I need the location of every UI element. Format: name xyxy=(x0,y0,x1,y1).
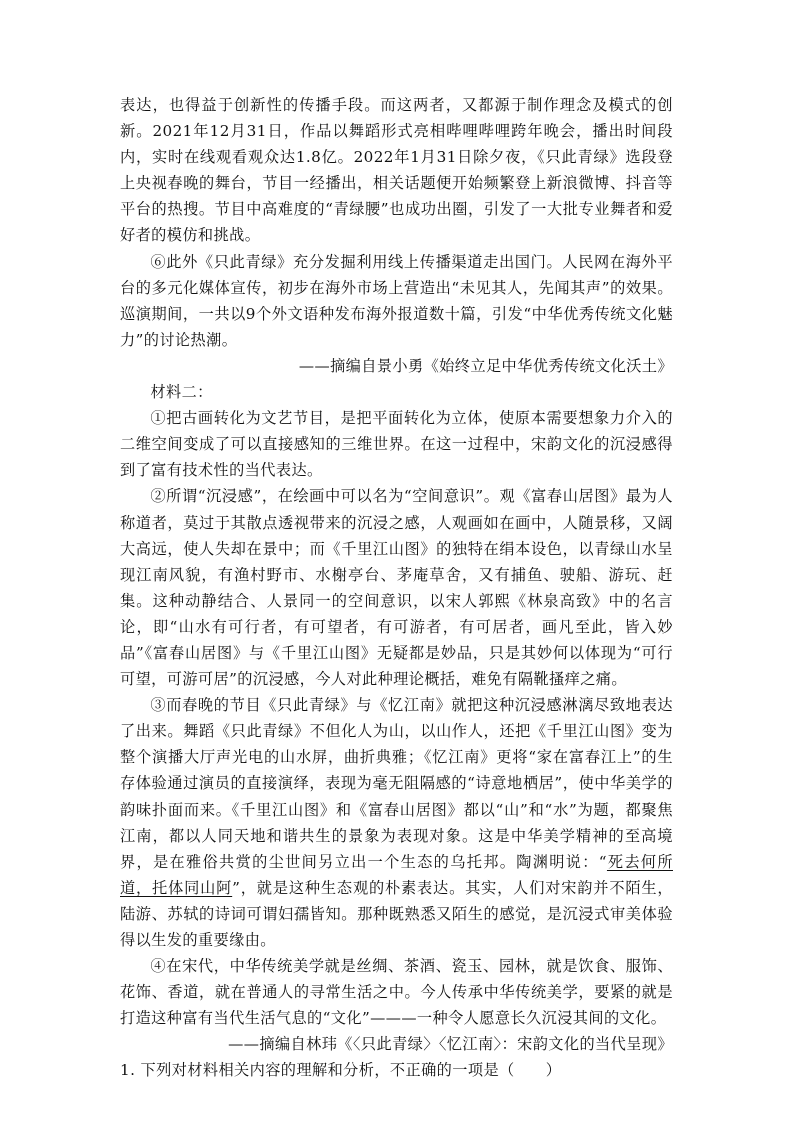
underlined-poem-quote: 死去何所道，托体同山阿 xyxy=(120,852,673,897)
material-two-paragraph-2: ②所谓“沉浸感”，在绘画中可以名为“空间意识”。观《富春山居图》最为人称道者，莫过于其散点透视带来的沉浸之感，人观画如在画中，人随景移，又阔大高远，使人失却在景中；而《千里江山图》的独特在绢本设色，以青绿山水呈现江南风貌，有渔村野市、水榭亭台、茅庵草舍，又有捕鱼、驶船、游玩、赶集。这种动静结合、人景同一的空间意识，以宋人郭熙《林泉高致》中的名言论，即“山水有可行者，有可望者，有可游者，有可居者，画凡至此，皆入妙品”《富春山居图》与《千里江山图》无疑都是妙品，只是其妙何以体现为“可行可望，可游可居”的沉浸感，今人对此种理论概括，难免有隔靴搔痒之痛。 xyxy=(120,487,673,689)
material-one-source: ——摘编自景小勇《始终立足中华优秀传统文化沃土》 xyxy=(298,356,673,375)
material-two-paragraph-4: ④在宋代，中华传统美学就是丝绸、茶酒、瓷玉、园林，就是饮食、服饰、花饰、香道，就在普通人的寻常生活之中。今人传承中华传统美学，要紧的就是打造这种富有当代生活气息的“文化”———一种令人愿意长久沉浸其间的文化。 xyxy=(120,957,673,1028)
paragraph-3-text-before: ③而春晚的节目《只此青绿》与《忆江南》就把这种沉浸感淋漓尽致地表达了出来。舞蹈《只此青绿》不但化人为山，以山作人，还把《千里江山图》变为整个演播大厅声光电的山水屏，曲折典雅；《忆江南》更将“家在富春江上”的生存体验通过演员的直接演绎，表现为毫无阻隔感的“诗意地栖居”，使中华美学的韵味扑面而来。《千里江山图》和《富春山居图》都以“山”和“水”为题，都聚焦江南，都以人同天地和谐共生的景象为表现对象。这是中华美学精神的至高境界，是在雅俗共赏的尘世间另立出一个生态的乌托邦。陶渊明说：“ xyxy=(120,696,673,871)
material-two-source: ——摘编自林玮《〈只此青绿〉〈忆江南〉：宋韵文化的当代呈现》 xyxy=(228,1035,673,1054)
material-two-paragraph-3 xyxy=(120,692,673,953)
material-two-paragraph-1: ①把古画转化为文艺节目，是把平面转化为立体，使原本需要想象力介入的二维空间变成了可以直接感知的三维世界。在这一过程中，宋韵文化的沉浸感得到了富有技术性的当代表达。 xyxy=(120,409,673,480)
material-one-paragraph-tail: 表达，也得益于创新性的传播手段。而这两者，又都源于制作理念及模式的创新。2021年12月31日，作品以舞蹈形式亮相哔哩哔哩跨年晚会，播出时间段内，实时在线观看观众达1.8亿。2022年1月31日除夕夜，《只此青绿》选段登上央视春晚的舞台，节目一经播出，相关话题便开始频繁登上新浪微博、抖音等平台的热搜。节目中高难度的“青绿腰”也成功出圈，引发了一大批专业舞者和爱好者的模仿和挑战。 xyxy=(120,96,673,245)
question-1: 1. 下列对材料相关内容的理解和分析，不正确的一项是（ ） xyxy=(120,1061,562,1080)
material-one-paragraph-6: ⑥此外《只此青绿》充分发掘利用线上传播渠道走出国门。人民网在海外平台的多元化媒体宣传，初步在海外市场上营造出“未见其人，先闻其声”的效果。巡演期间，一共以9个外文语种发布海外报道数十篇，引发“中华优秀传统文化魅力”的讨论热潮。 xyxy=(120,252,673,349)
paragraph-3-text-after: ”，就是这种生态观的朴素表达。其实，人们对宋韵并不陌生，陆游、苏轼的诗词可谓妇孺皆知。那种既熟悉又陌生的感觉，是沉浸式审美体验得以生发的重要缘由。 xyxy=(120,878,673,949)
document-page xyxy=(120,92,673,1084)
material-two-heading: 材料二： xyxy=(150,383,213,402)
